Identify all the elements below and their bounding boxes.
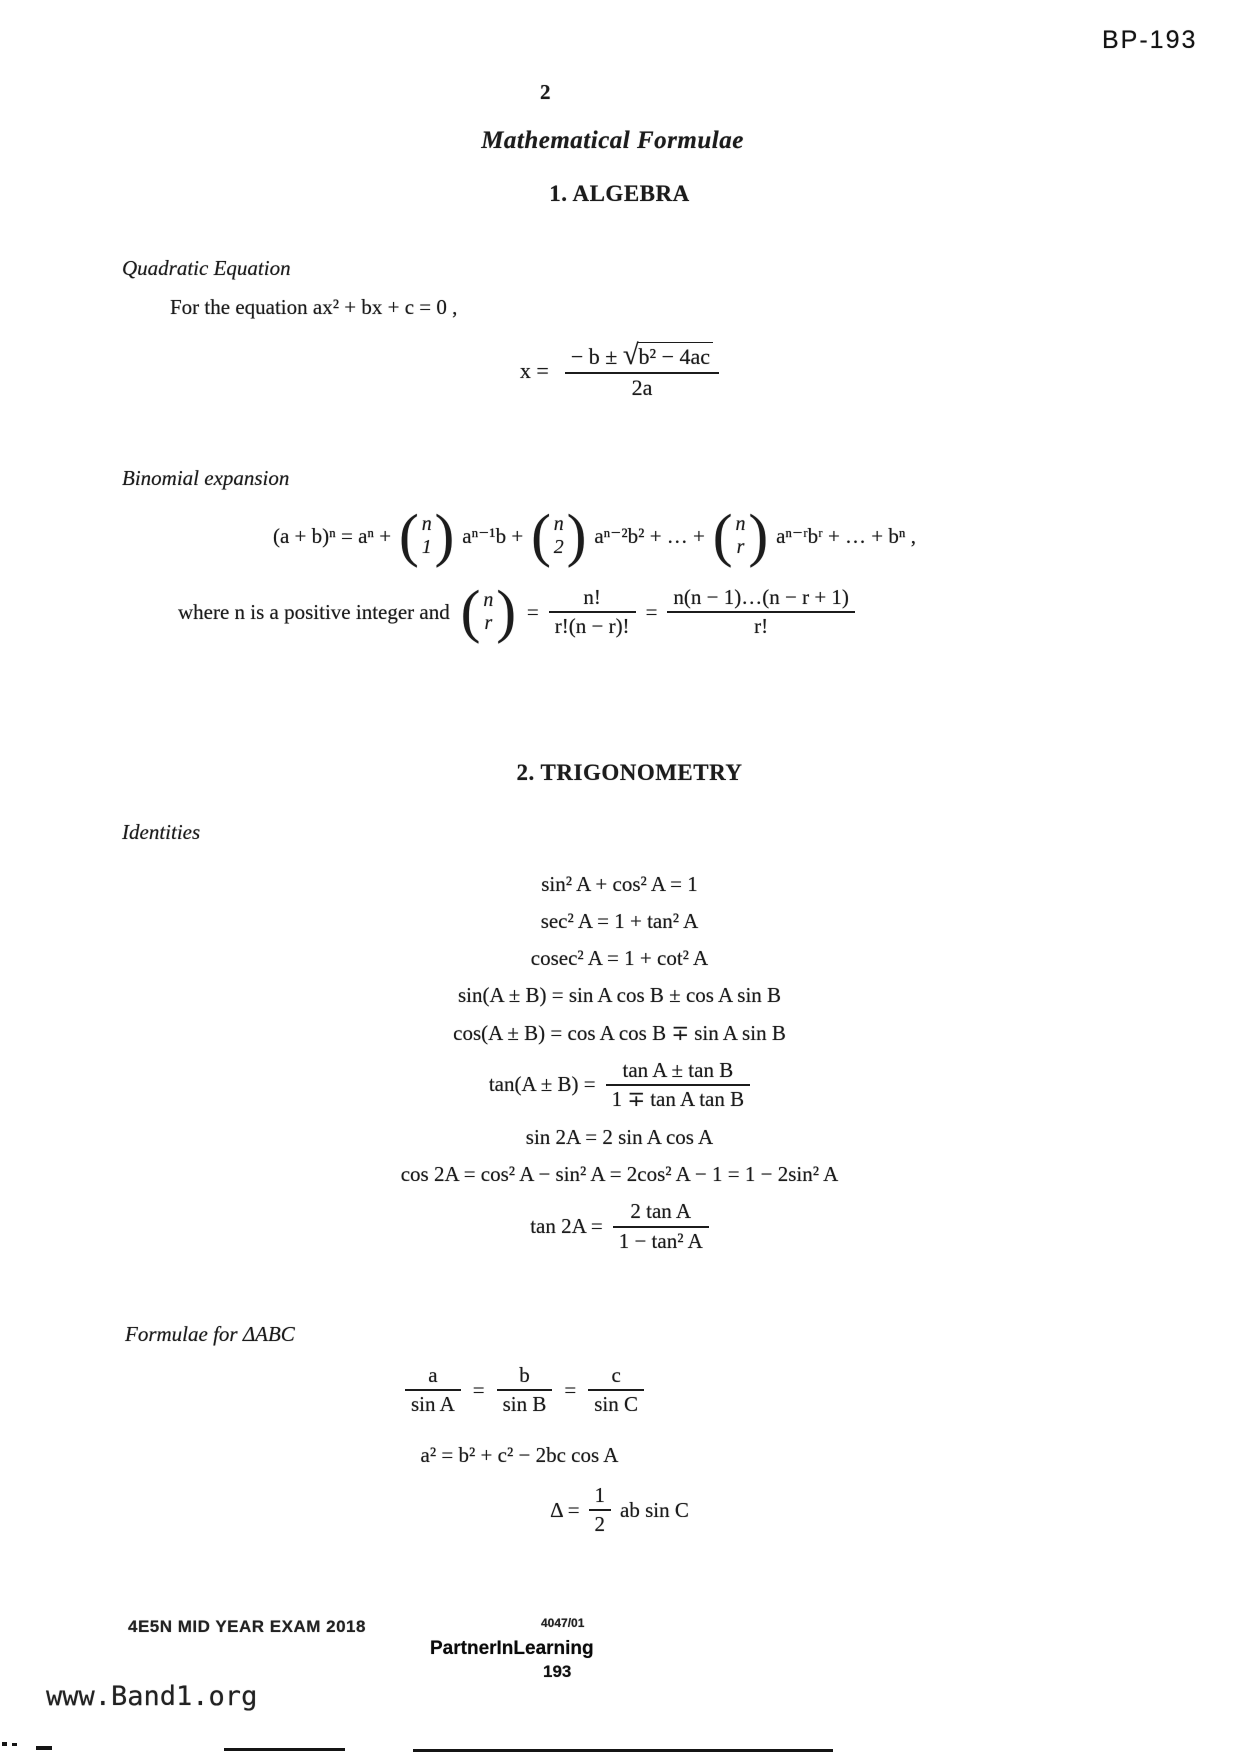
footer-website: www.Band1.org [46, 1681, 258, 1712]
fraction-numerator: n(n − 1)…(n − r + 1) [673, 585, 849, 609]
tan-double-lhs: tan 2A = [530, 1214, 603, 1239]
fraction-denominator: sin A [405, 1389, 461, 1417]
scan-artifact [2, 1742, 7, 1746]
product-fraction [667, 585, 855, 639]
coefficient-bottom: 2 [553, 535, 564, 558]
where-text: where n is a positive integer and [178, 599, 450, 624]
binomial-coefficient [531, 512, 586, 560]
coefficient-top: ( n [735, 512, 746, 535]
fraction-denominator: 2 [589, 1509, 612, 1537]
coefficient-bottom: r [736, 535, 745, 558]
sine-rule-fraction-b [497, 1363, 553, 1417]
square-root [623, 342, 713, 371]
scan-artifact [224, 1748, 345, 1751]
fraction-numerator: tan A ± tan B [622, 1057, 734, 1082]
binomial-term: aⁿ⁻¹b + [462, 523, 524, 548]
quadratic-intro-text: For the equation ax² + bx + c = 0 , [170, 295, 458, 319]
identity-line: sec² A = 1 + tan² A [540, 909, 699, 934]
trigonometry-heading: 2. TRIGONOMETRY [516, 760, 743, 785]
triangle-formulae-label: Formulae for ΔABC [125, 1322, 295, 1346]
coefficient-top: ( n [553, 512, 564, 535]
quadratic-fraction [565, 342, 719, 401]
quadratic-denominator: 2a [565, 372, 719, 401]
bp-stamp: BP-193 [1102, 26, 1198, 54]
coefficient-bottom: 1 [421, 535, 432, 558]
radical-sign: √ [622, 340, 639, 371]
triangle-area-formula [0, 1483, 1239, 1537]
identity-line: cos(A ± B) = cos A cos B ∓ sin A sin B [453, 1020, 786, 1045]
factorial-fraction [549, 585, 636, 639]
equals-sign: = [472, 1377, 485, 1402]
document-title: Mathematical Formulae [481, 127, 744, 154]
binomial-expansion-label: Binomial expansion [122, 466, 290, 490]
binomial-expansion-formula [0, 512, 1214, 560]
coefficient-top: ( n [483, 588, 494, 611]
area-rhs: ab sin C [620, 1497, 689, 1522]
binomial-coefficient [461, 588, 516, 636]
sine-rule-formula [0, 1363, 1144, 1417]
half-fraction [589, 1483, 612, 1537]
fraction-numerator: n! [583, 585, 601, 609]
quadratic-formula [0, 342, 1239, 401]
sine-rule-fraction-c [588, 1363, 644, 1417]
quadratic-numerator [565, 342, 719, 372]
equals-sign: = [645, 599, 658, 624]
algebra-heading: 1. ALGEBRA [549, 181, 690, 206]
equals-sign: = [564, 1377, 577, 1402]
identity-line: cos 2A = cos² A − sin² A = 2cos² A − 1 = 1 − 2sin² A [400, 1162, 839, 1187]
identity-line: cosec² A = 1 + cot² A [530, 946, 709, 971]
fraction-numerator: b [519, 1363, 530, 1387]
fraction-denominator: r! [667, 611, 855, 639]
identity-line: sin² A + cos² A = 1 [541, 872, 698, 896]
footer-paper-code: 4047/01 [541, 1616, 585, 1630]
scan-artifact [413, 1749, 833, 1752]
footer-exam-label: 4E5N MID YEAR EXAM 2018 [128, 1617, 366, 1636]
tan-sum-fraction [606, 1058, 751, 1112]
page-number: 2 [540, 80, 551, 104]
fraction-denominator: 1 ∓ tan A tan B [606, 1084, 751, 1112]
tan-sum-lhs: tan(A ± B) = [488, 1072, 596, 1097]
radicand: b² − 4ac [637, 342, 714, 370]
scan-artifact [12, 1743, 17, 1746]
binomial-lhs: (a + b)ⁿ = aⁿ + [272, 523, 392, 548]
identities-label: Identities [122, 820, 201, 844]
fraction-denominator: sin B [497, 1389, 553, 1417]
fraction-denominator: 1 − tan² A [613, 1226, 709, 1254]
cosine-rule-formula: a² = b² + c² − 2bc cos A [420, 1443, 619, 1467]
coefficient-bottom: r [484, 611, 493, 634]
equals-sign: = [526, 599, 539, 624]
identity-line: sin(A ± B) = sin A cos B ± cos A sin B [457, 983, 782, 1008]
identities-list [0, 872, 1239, 1254]
coefficient-top: ( n [421, 512, 432, 535]
quadratic-numerator-prefix: − b ± [570, 344, 618, 369]
footer-partner-text: PartnerInLearning [430, 1638, 594, 1659]
binomial-term: aⁿ⁻ʳbʳ + … + bⁿ , [776, 523, 917, 548]
tan-sum-identity [489, 1058, 750, 1112]
tan-double-identity [530, 1199, 709, 1253]
tan-double-fraction [613, 1199, 709, 1253]
fraction-numerator: 1 [594, 1483, 606, 1507]
sine-rule-fraction-a [405, 1363, 461, 1417]
fraction-numerator: c [611, 1363, 621, 1387]
binomial-term: aⁿ⁻²b² + … + [594, 523, 705, 548]
scan-artifact [36, 1746, 52, 1750]
footer-page-number: 193 [543, 1662, 572, 1681]
quadratic-lhs: x = [519, 358, 549, 384]
fraction-denominator: sin C [588, 1389, 644, 1417]
identity-line: sin 2A = 2 sin A cos A [525, 1125, 714, 1150]
fraction-numerator: a [428, 1363, 438, 1387]
area-lhs: Δ = [550, 1497, 580, 1522]
binomial-where-clause [178, 585, 855, 639]
quadratic-equation-label: Quadratic Equation [122, 256, 291, 280]
binomial-coefficient [399, 512, 454, 560]
binomial-coefficient [713, 512, 768, 560]
fraction-numerator: 2 tan A [630, 1199, 692, 1224]
fraction-denominator: r!(n − r)! [549, 611, 636, 639]
